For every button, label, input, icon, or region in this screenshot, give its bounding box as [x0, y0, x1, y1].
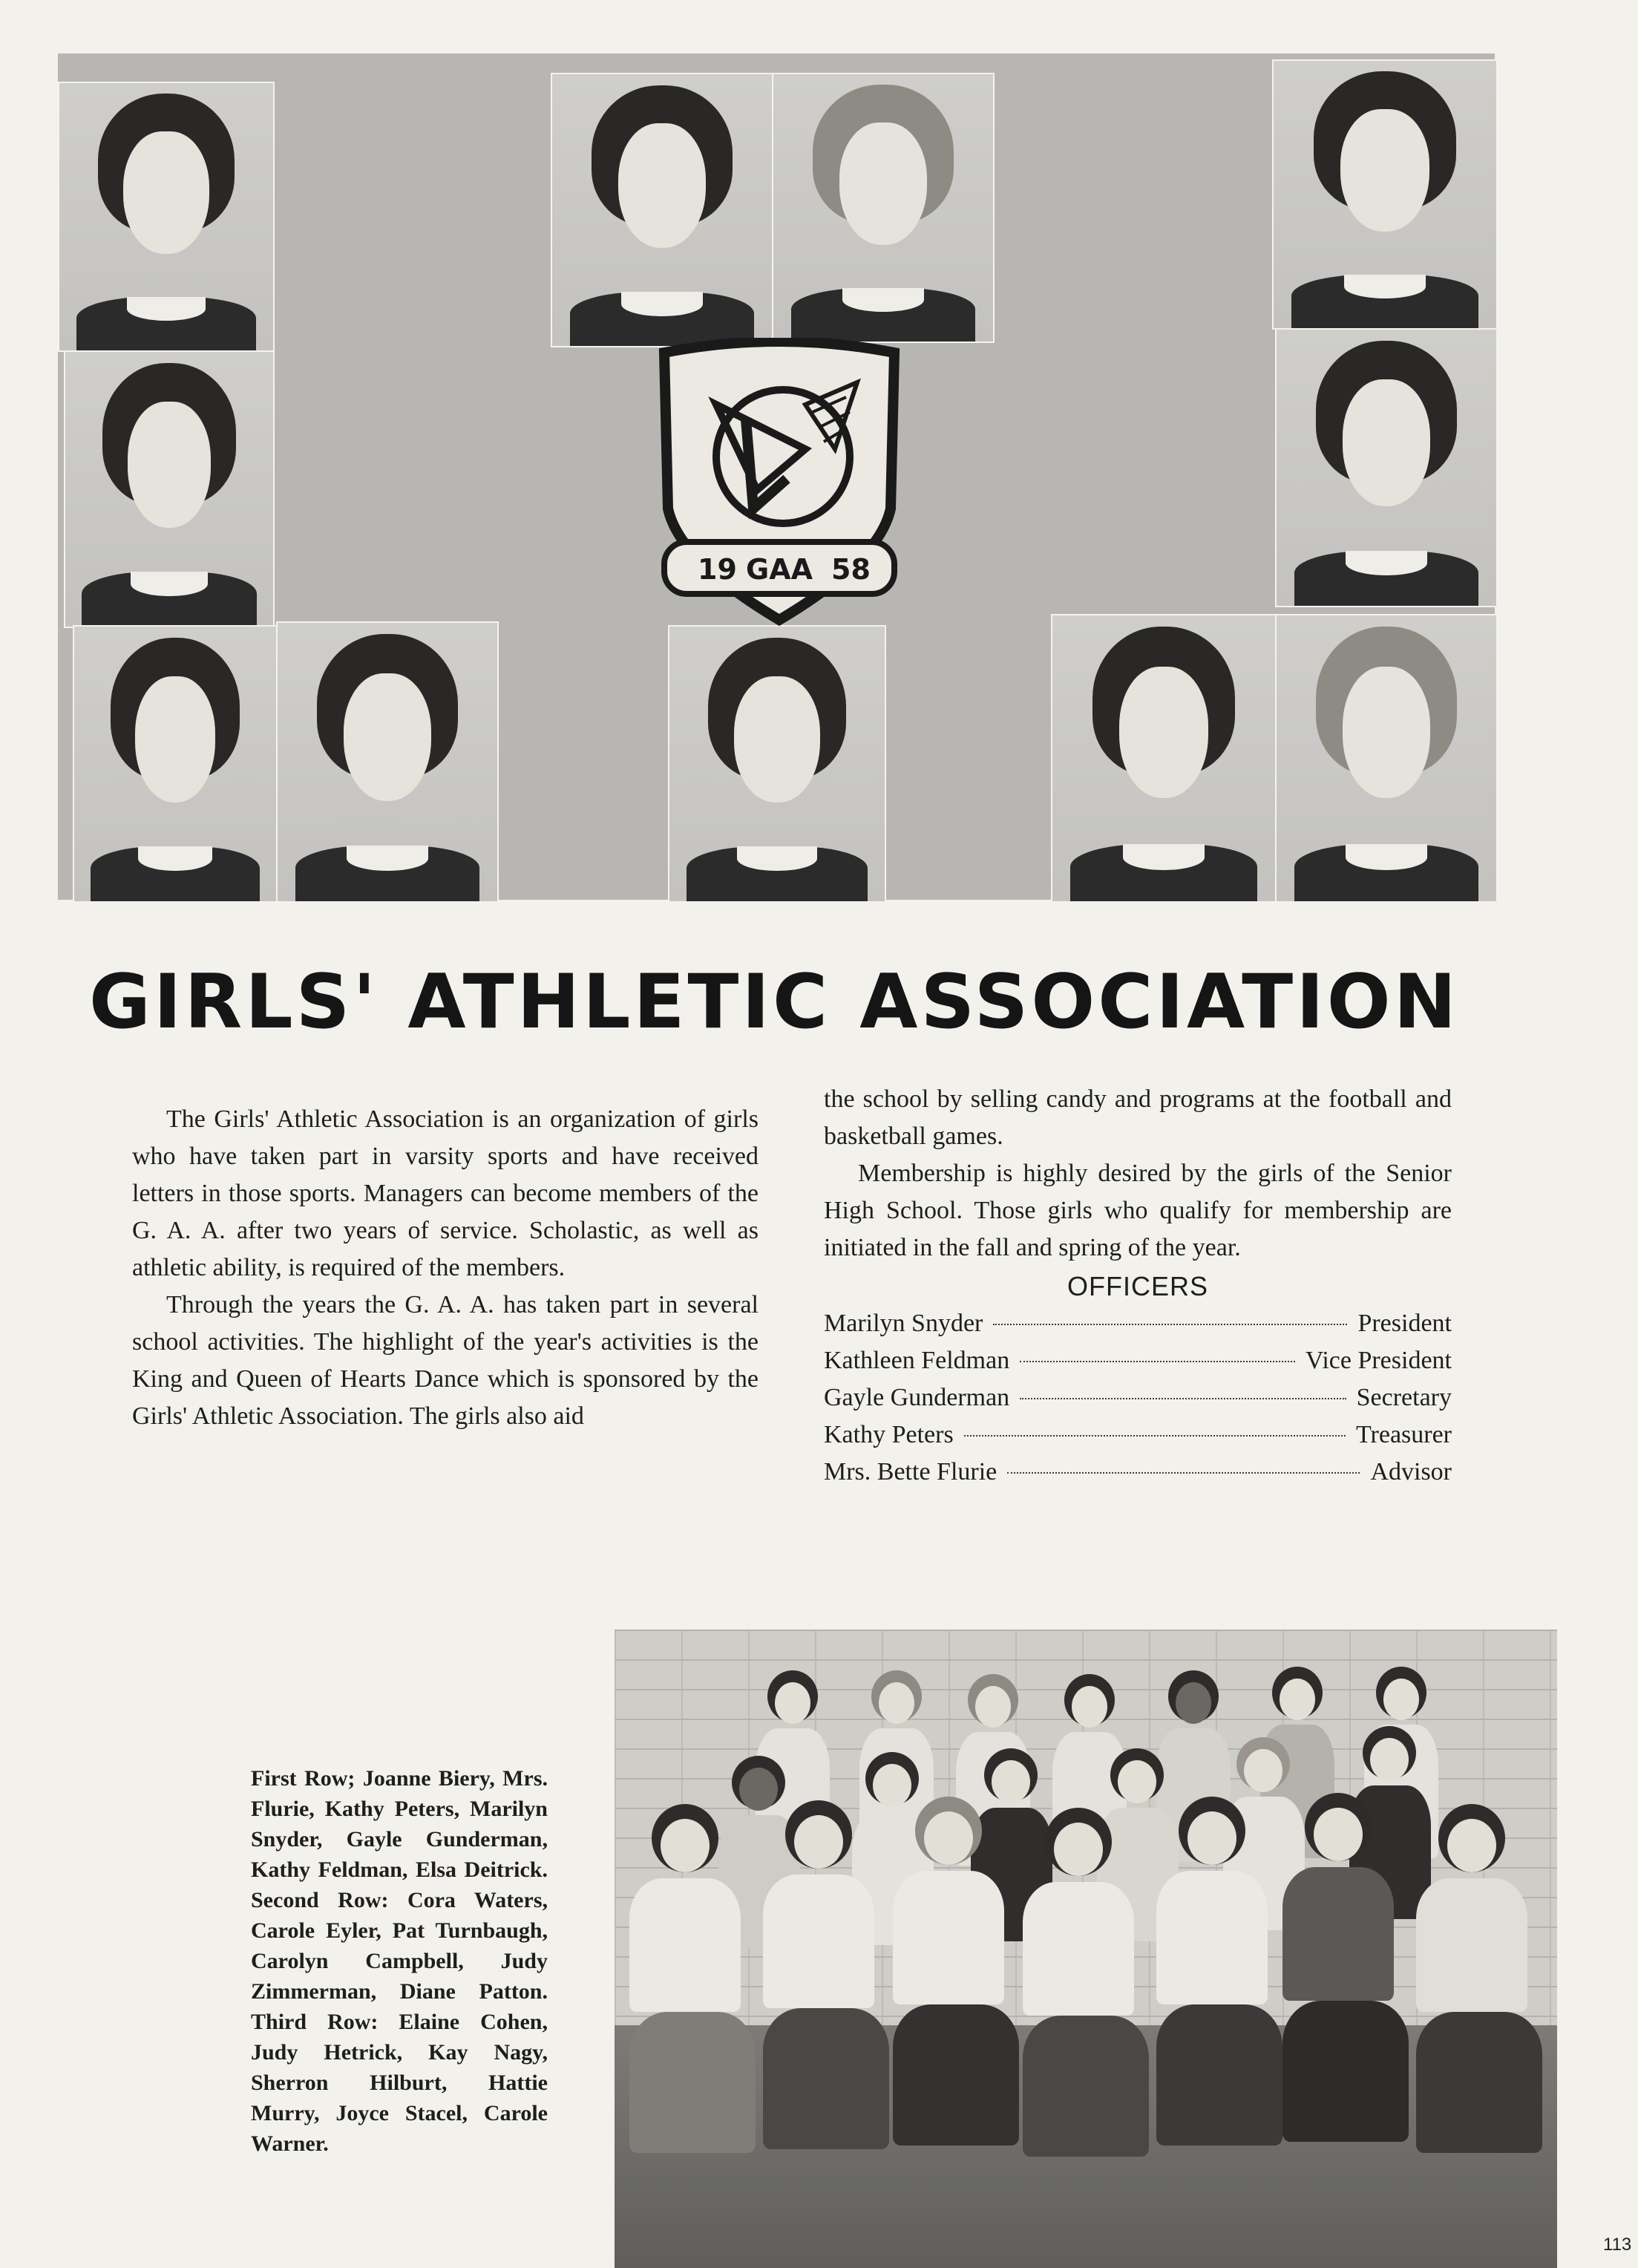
svg-text:58: 58 [831, 553, 871, 586]
portrait-photo [551, 73, 773, 347]
portrait-photo [1272, 59, 1498, 330]
photo-caption: First Row; Joanne Biery, Mrs. Flurie, Kathy Peters, Marilyn Snyder, Gayle Gunderman, Kathy Feldman, Elsa Deitrick. Second Row: Cora Waters, Carole Eyler, Pat Turnbaugh, Carolyn Campbell, Judy Zimmerman, Diane Patton. Third Row: Elaine Cohen, Judy Hetrick, Kay Nagy, Sherron Hilburt, Hattie Murry, Joyce Stacel, Carole Warner. [251, 1766, 548, 2156]
officer-role: Secretary [1356, 1384, 1452, 1411]
portrait-photo [276, 621, 499, 903]
portrait-photo [1275, 614, 1498, 903]
dot-leader [993, 1324, 1347, 1325]
person [1023, 1808, 1134, 2268]
dot-leader [1020, 1398, 1346, 1399]
page-title: GIRLS' ATHLETIC ASSOCIATION [89, 958, 1460, 1045]
portrait-photo [73, 625, 278, 903]
person [763, 1800, 874, 2261]
person [1156, 1797, 1268, 2257]
officer-row [824, 1305, 1452, 1342]
shield-emblem-icon [635, 338, 924, 627]
portrait-photo [58, 82, 275, 352]
page-number: 113 [1603, 2235, 1632, 2255]
officer-name: Marilyn Snyder [824, 1310, 983, 1337]
paragraph: Through the years the G. A. A. has taken part in several school activities. The highlight of the year's activities is the King and Queen of Hearts Dance which is sponsored by the Girls' Athletic Association. The girls also aid [132, 1291, 759, 1430]
officer-role: President [1357, 1310, 1452, 1337]
portrait-photo [64, 350, 275, 628]
portrait-photo [1275, 328, 1498, 607]
officer-name: Gayle Gunderman [824, 1384, 1010, 1411]
dot-leader [964, 1435, 1346, 1437]
paragraph: Membership is highly desired by the girls of the Senior High School. Those girls who qualify for membership are initiated in the fall and spring of the year. [824, 1160, 1452, 1261]
person [893, 1797, 1004, 2257]
dot-leader [1007, 1472, 1360, 1474]
person [1282, 1793, 1394, 2253]
gaa-emblem [635, 338, 924, 627]
person [1416, 1804, 1527, 2264]
officer-name: Mrs. Bette Flurie [824, 1458, 997, 1486]
paragraph: The Girls' Athletic Association is an organization of girls who have taken part in varsity sports and have received letters in those sports. Managers can become members of the G. A. A. after two years of service. Scholastic, as well as athletic ability, is required of the members. [132, 1105, 759, 1281]
paragraph: the school by selling candy and programs at the football and basketball games. [824, 1085, 1452, 1150]
officer-row [824, 1342, 1452, 1379]
body-text-left [132, 1101, 759, 1435]
portrait-photo [668, 625, 886, 903]
portrait-photo [772, 73, 995, 343]
svg-text:GAA: GAA [746, 553, 813, 586]
svg-text:19: 19 [698, 553, 737, 586]
officer-name: Kathleen Feldman [824, 1347, 1010, 1374]
portrait-photo [1051, 614, 1277, 903]
officer-role: Vice President [1305, 1347, 1452, 1374]
officer-row [824, 1416, 1452, 1454]
officer-name: Kathy Peters [824, 1421, 954, 1448]
officer-role: Advisor [1370, 1458, 1452, 1486]
officers-title: OFFICERS [1067, 1271, 1208, 1301]
person [629, 1804, 741, 2264]
officer-role: Treasurer [1355, 1421, 1452, 1448]
officer-row [824, 1379, 1452, 1416]
body-text-right [824, 1081, 1452, 1491]
dot-leader [1020, 1361, 1295, 1362]
officer-row [824, 1454, 1452, 1491]
group-photo [615, 1630, 1557, 2268]
